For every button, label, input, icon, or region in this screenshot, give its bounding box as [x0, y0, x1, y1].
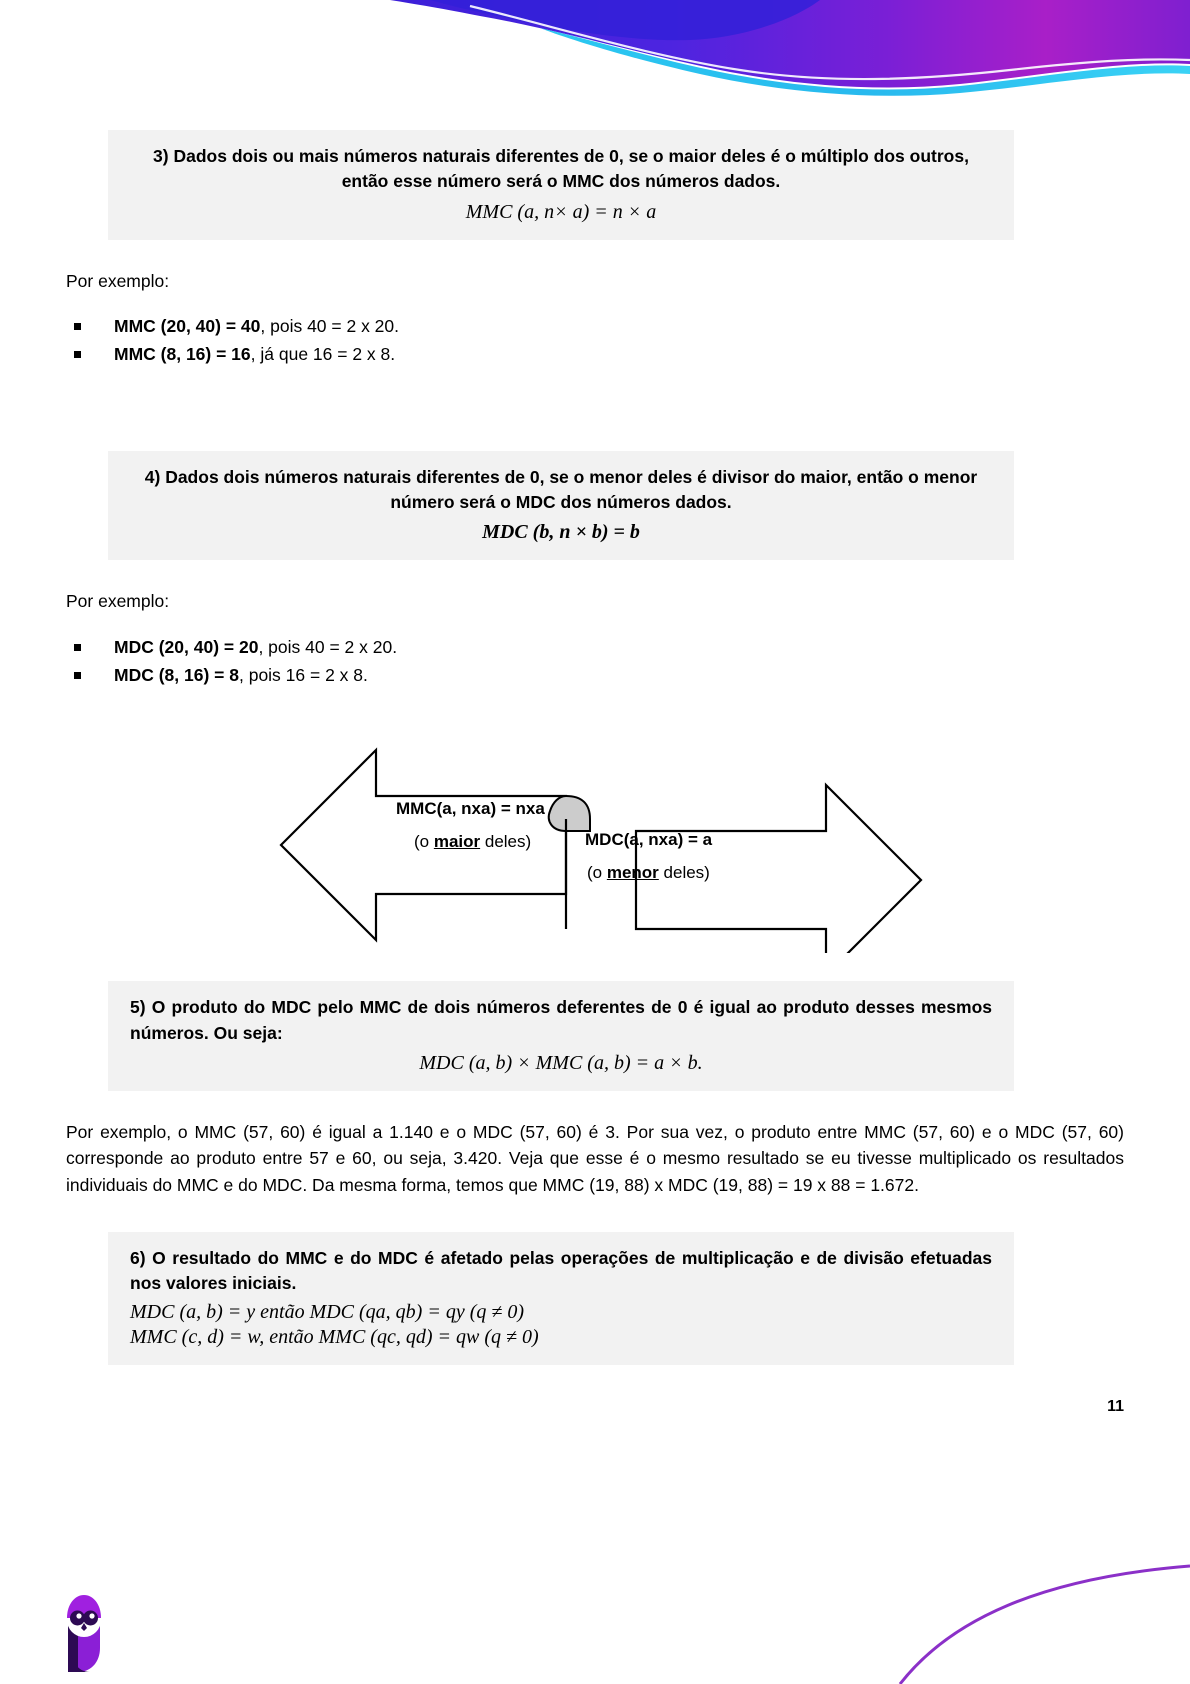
- rule-3-title: 3) Dados dois ou mais números naturais diferentes de 0, se o maior deles é o múltiplo dos outros, então esse número será o MMC dos números dados.: [153, 146, 969, 192]
- list-item-bold: MMC (8, 16) = 16: [114, 344, 251, 365]
- list-item-rest: , pois 40 = 2 x 20.: [258, 636, 398, 657]
- wave-cyan-shape: [540, 28, 1190, 96]
- rule-4-formula: MDC (b, n × b) = b: [482, 521, 640, 544]
- wave-highlight-line: [470, 6, 1190, 79]
- diagram-left-label-line2: [414, 832, 531, 852]
- rule-5-title: 5) O produto do MDC pelo MMC de dois números deferentes de 0 é igual ao produto desses mesmos números. Ou seja:: [130, 997, 992, 1043]
- example-1-list: [66, 312, 1124, 369]
- rule-5-formula: MDC (a, b) × MMC (a, b) = a × b.: [419, 1052, 703, 1075]
- right-label-underlined: menor: [606, 863, 659, 883]
- list-item: [66, 312, 1124, 340]
- owl-logo: [56, 1578, 118, 1674]
- list-item: [66, 633, 1124, 661]
- rule-box-5: [108, 981, 1014, 1091]
- example-2-intro: Por exemplo:: [66, 591, 170, 612]
- rule-box-3: [108, 130, 1014, 240]
- list-item-bold: MMC (20, 40) = 40: [114, 316, 261, 336]
- list-item-bold: MDC (8, 16) = 8: [114, 665, 239, 686]
- list-item-rest: , já que 16 = 2 x 8.: [250, 344, 396, 365]
- left-label-prefix: (o: [414, 832, 434, 852]
- rule-box-4: [108, 451, 1014, 561]
- diagram-left-label-line1: MMC(a, nxa) = nxa: [396, 799, 545, 819]
- paragraph-5: Por exemplo, o MMC (57, 60) é igual a 1.140 e o MDC (57, 60) é 3. Por sua vez, o produto entre MMC (57, 60) e o MDC (57, 60) corresponde ao produto entre 57 e 60, ou seja, 3.420. Veja que esse é o mesmo resultado se eu tivesse multiplicado os resultados individuais do MMC e do MDC. Da mesma forma, temos que MMC (19, 88) x MDC (19, 88) = 19 x 88 = 1.672.: [66, 1122, 1124, 1195]
- wave-purple-shape: [390, 0, 1190, 88]
- wave-blue-shape: [430, 0, 820, 40]
- list-item-bold: MDC (20, 40) = 20: [114, 636, 259, 657]
- header-wave-graphic: [0, 0, 1190, 110]
- diagram-right-label-line1: MDC(a, nxa) = a: [585, 830, 713, 850]
- diagram-right-label-line2: [587, 863, 710, 883]
- page-content: [66, 130, 1124, 1365]
- footer-swoosh-graphic: [0, 1560, 1190, 1684]
- right-label-suffix: deles): [658, 863, 710, 883]
- rule-6-formula-line-1: MDC (a, b) = y então MDC (qa, qb) = qy (q ≠ 0): [130, 1300, 525, 1323]
- example-2-list: [66, 633, 1124, 690]
- rule-3-formula: MMC (a, n× a) = n × a: [465, 200, 657, 223]
- list-item: [66, 340, 1124, 368]
- rule-box-6: [108, 1232, 1014, 1365]
- right-label-prefix: (o: [587, 863, 607, 883]
- mmc-mdc-arrow-diagram: [66, 723, 1124, 953]
- rule-6-formula-line-2: MMC (c, d) = w, então MMC (qc, qd) = qw (q ≠ 0): [130, 1325, 539, 1348]
- page-number: 11: [1107, 1398, 1124, 1415]
- list-item: [66, 661, 1124, 689]
- example-1-intro: Por exemplo:: [66, 270, 170, 291]
- curl-shape: [549, 796, 590, 831]
- rule-4-title: 4) Dados dois números naturais diferentes de 0, se o menor deles é divisor do maior, então o menor número será o MDC dos números dados.: [144, 466, 978, 513]
- left-label-underlined: maior: [433, 832, 481, 852]
- rule-6-title: 6) O resultado do MMC e do MDC é afetado pelas operações de multiplicação e de divisão efetuadas nos valores iniciais.: [130, 1247, 992, 1294]
- left-label-suffix: deles): [480, 832, 532, 852]
- list-item-rest: , pois 16 = 2 x 8.: [238, 665, 368, 686]
- list-item-rest: , pois 40 = 2 x 20.: [260, 316, 400, 336]
